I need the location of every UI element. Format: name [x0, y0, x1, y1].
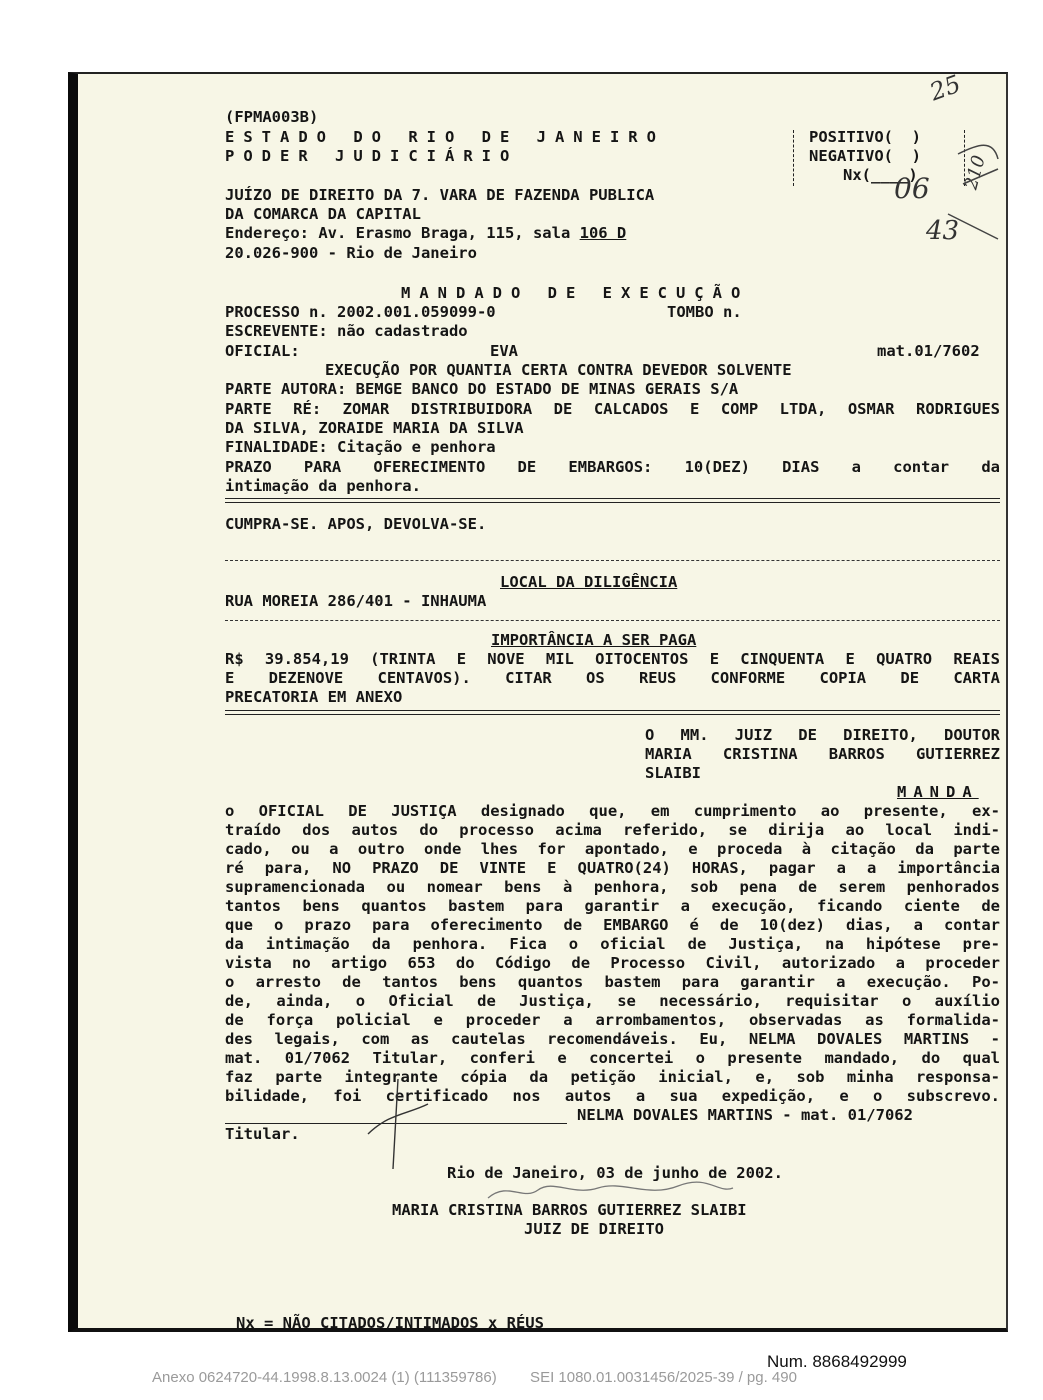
oficial-name: EVA	[490, 342, 518, 360]
body-line-1: o OFICIAL DE JUSTIÇA designado que, em cumprimento ao presente, ex-	[225, 802, 1000, 820]
scanned-document	[68, 69, 1008, 1332]
defendant-line-1: PARTE RÉ: ZOMAR DISTRIBUIDORA DE CALCADOS E COMP LTDA, OSMAR RODRIGUES	[225, 400, 1000, 418]
scribe-name: NELMA DOVALES MARTINS - mat. 01/7062	[577, 1106, 913, 1124]
court-name: JUÍZO DE DIREITO DA 7. VARA DE FAZENDA PUBLICA	[225, 186, 655, 204]
oficial-registration: mat.01/7602	[877, 342, 980, 360]
body-line-8: da intimação da penhora. Fica o oficial de Justiça, na hipótese pre-	[225, 935, 1000, 953]
judge-full-name: MARIA CRISTINA BARROS GUTIERREZ SLAIBI	[392, 1201, 747, 1219]
body-line-13: des legais, com as cautelas recomendáveis. Eu, NELMA DOVALES MARTINS -	[225, 1030, 1000, 1048]
body-line-15: faz parte integrante cópia da petição inicial, e, sob minha responsa-	[225, 1068, 1000, 1086]
diligence-address: RUA MOREIA 286/401 - INHAUMA	[225, 592, 487, 610]
scribe-signature-stroke	[358, 1074, 438, 1174]
nx-field: Nx(____)	[843, 166, 918, 184]
signature-date: Rio de Janeiro, 03 de junho de 2002.	[447, 1164, 783, 1182]
negativo-checkbox: NEGATIVO( )	[809, 147, 921, 165]
amount-heading: IMPORTÂNCIA A SER PAGA	[491, 631, 697, 649]
room-number: 106 D	[579, 224, 627, 242]
double-rule-2	[225, 710, 1000, 715]
handwritten-side-mark: 210	[960, 153, 990, 192]
judge-surname: SLAIBI	[645, 764, 701, 782]
handwritten-mark-top: 25	[926, 69, 965, 107]
plaintiff: PARTE AUTORA: BEMGE BANCO DO ESTADO DE MINAS GERAIS S/A	[225, 380, 739, 398]
handwritten-strokes	[938, 114, 1008, 244]
amount-line-3: PRECATORIA EM ANEXO	[225, 688, 403, 706]
document-title: MANDADO DE EXECUÇÃO	[401, 284, 750, 302]
body-line-9: vista no artigo 653 do Código de Processo Civil, autorizado a proceder	[225, 954, 1000, 972]
deadline-line-1: PRAZO PARA OFERECIMENTO DE EMBARGOS: 10(DEZ) DIAS a contar da	[225, 458, 1000, 476]
body-line-14: mat. 01/7062 Titular, conferi e concertei o presente mandado, do qual	[225, 1049, 1000, 1067]
dashed-rule-2	[225, 620, 1000, 621]
positivo-checkbox: POSITIVO( )	[809, 128, 921, 146]
judge-title: JUIZ DE DIREITO	[524, 1220, 664, 1238]
dashed-rule	[225, 560, 1000, 561]
status-box-separator	[793, 130, 794, 186]
body-line-16: bilidade, foi certificado nos autos a sua expedição, e o subscrevo.	[225, 1087, 1000, 1105]
deadline-line-2: intimação da penhora.	[225, 477, 421, 495]
body-line-12: de força policial e proceder a arrombamentos, observadas as formalida-	[225, 1011, 1000, 1029]
judge-name-line: MARIA CRISTINA BARROS GUTIERREZ	[645, 745, 1000, 763]
cumpra-se-instruction: CUMPRA-SE. APOS, DEVOLVA-SE.	[225, 515, 487, 533]
handwritten-nx-value: 06	[894, 172, 930, 205]
body-line-4: ré para, NO PRAZO DE VINTE E QUATRO(24) HORAS, pagar a a importância	[225, 859, 1000, 877]
document-reference: Anexo 0624720-44.1998.8.13.0024 (1) (111359786) SEI 1080.01.0031456/2025-39 / pg. 490	[152, 1369, 797, 1386]
nx-legend: Nx = NÃO CITADOS/INTIMADOS x RÉUS	[236, 1314, 544, 1332]
body-line-11: de, ainda, o Oficial de Justiça, se necessário, requisitar o auxílio	[225, 992, 1000, 1010]
body-line-5: supramencionada ou nomear bens à penhora, sob pena de serem penhorados	[225, 878, 1000, 896]
tombo-number: TOMBO n.	[667, 303, 742, 321]
purpose: FINALIDADE: Citação e penhora	[225, 438, 496, 456]
body-line-6: tantos bens quantos bastem para garantir a execução, ficando ciente de	[225, 897, 1000, 915]
body-line-2: traído dos autos do processo acima referido, se dirija ao local indi-	[225, 821, 1000, 839]
local-heading: LOCAL DA DILIGÊNCIA	[500, 573, 678, 591]
amount-line-2: E DEZENOVE CENTAVOS). CITAR OS REUS CONFORME COPIA DE CARTA	[225, 669, 1000, 687]
scribe-title: Titular.	[225, 1125, 300, 1143]
double-rule	[225, 498, 1000, 503]
handwritten-initials: 43	[926, 216, 960, 246]
process-number: PROCESSO n. 2002.001.059099-0	[225, 303, 496, 321]
body-line-7: que o prazo para oferecimento de EMBARGO é de 10(dez) dias, a contar	[225, 916, 1000, 934]
form-code: (FPMA003B)	[225, 108, 319, 126]
body-line-3: cado, ou a outro onde lhes for apontado, e proceda à citação da parte	[225, 840, 1000, 858]
body-line-10: o arresto de tantos bens quantos bastem para garantir a execução. Po-	[225, 973, 1000, 991]
manda-heading: MANDA	[897, 783, 979, 801]
judge-intro: O MM. JUIZ DE DIREITO, DOUTOR	[645, 726, 1000, 744]
judicial-power: PODER JUDICIÁRIO	[225, 147, 519, 165]
court-address: Endereço: Av. Erasmo Braga, 115, sala 106 D	[225, 224, 627, 242]
court-district: DA COMARCA DA CAPITAL	[225, 205, 421, 223]
defendant-line-2: DA SILVA, ZORAIDE MARIA DA SILVA	[225, 419, 524, 437]
oficial-label: OFICIAL:	[225, 342, 300, 360]
amount-line-1: R$ 39.854,19 (TRINTA E NOVE MIL OITOCENTOS E CINQUENTA E QUATRO REAIS	[225, 650, 1000, 668]
document-number: Num. 8868492999	[767, 1352, 907, 1371]
state-name: ESTADO DO RIO DE JANEIRO	[225, 128, 665, 146]
escrevente: ESCREVENTE: não cadastrado	[225, 322, 468, 340]
court-postal-address: 20.026-900 - Rio de Janeiro	[225, 244, 477, 262]
execution-type: EXECUÇÃO POR QUANTIA CERTA CONTRA DEVEDOR SOLVENTE	[325, 361, 792, 379]
